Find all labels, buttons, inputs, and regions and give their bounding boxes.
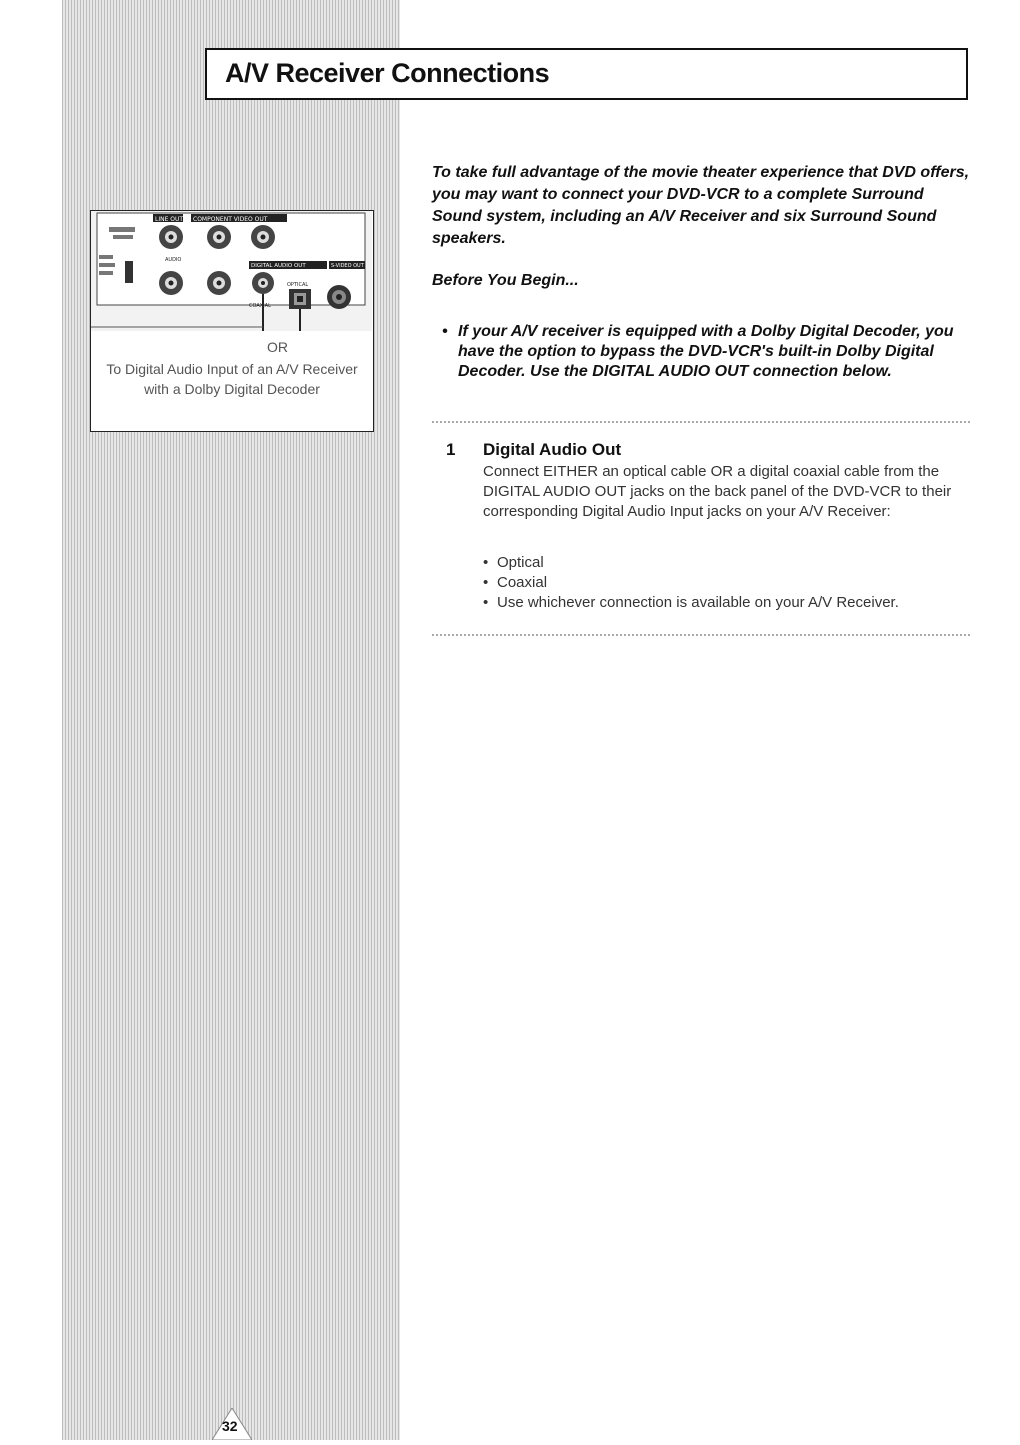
list-item-text: Coaxial [497,574,548,591]
list-item [483,553,899,573]
list-item-text: Optical [497,554,544,571]
jack-component-pr [207,271,231,295]
jack-optical [289,289,311,309]
bullet-icon: • [442,323,448,340]
page-number-marker [212,1408,252,1440]
jack-coaxial [252,272,274,294]
list-item [483,573,899,593]
jack-s-video [327,285,351,309]
dotted-divider-bottom [432,634,970,636]
label-optical: OPTICAL [287,282,309,288]
label-line-out: LINE OUT [155,216,184,223]
step-body: Connect EITHER an optical cable OR a digital coaxial cable from the DIGITAL AUDIO OUT jacks on the back panel of the DVD-VCR to their corresponding Digital Audio Input jacks on your A/V Receiver: [483,463,952,520]
intro-paragraph: To take full advantage of the movie theater experience that DVD offers, you may want to connect your DVD-VCR to a complete Surround Sound system, including an A/V Receiver and six Surround Sound speakers. [432,164,970,247]
jack-line-out-l [159,225,183,249]
jack-component-pb [251,225,275,249]
or-label: OR [267,339,288,355]
connection-figure [90,210,374,432]
bullet-icon: • [483,594,489,611]
title-banner [205,48,968,100]
back-panel-illustration [91,211,372,331]
before-you-begin-heading: Before You Begin... [432,272,579,289]
label-component-video: COMPONENT VIDEO OUT [193,216,268,223]
page-number: 32 [222,1418,238,1434]
bullet-icon: • [483,574,489,591]
dolby-note-text: If your A/V receiver is equipped with a Dolby Digital Decoder, you have the option to bypass the DVD-VCR's built-in Dolby Digital Decoder. Use the DIGITAL AUDIO OUT connection below. [458,323,954,380]
dolby-note [442,322,972,382]
step-list [483,553,899,613]
jack-component-y [207,225,231,249]
jack-line-out-r [159,271,183,295]
label-audio: AUDIO [165,257,182,263]
bullet-icon: • [483,554,489,571]
step-title: Digital Audio Out [483,440,622,459]
label-coaxial: COAXIAL [249,303,271,309]
figure-caption: To Digital Audio Input of an A/V Receiver with a Dolby Digital Decoder [106,361,358,397]
list-item-text: Use whichever connection is available on your A/V Receiver. [497,594,899,611]
dotted-divider-top [432,421,970,423]
label-digital-audio-out: DIGITAL AUDIO OUT [251,263,306,269]
step-number: 1 [446,440,456,459]
label-s-video-out: S-VIDEO OUT [331,263,364,269]
list-item [483,593,899,613]
page-title: A/V Receiver Connections [225,58,550,88]
